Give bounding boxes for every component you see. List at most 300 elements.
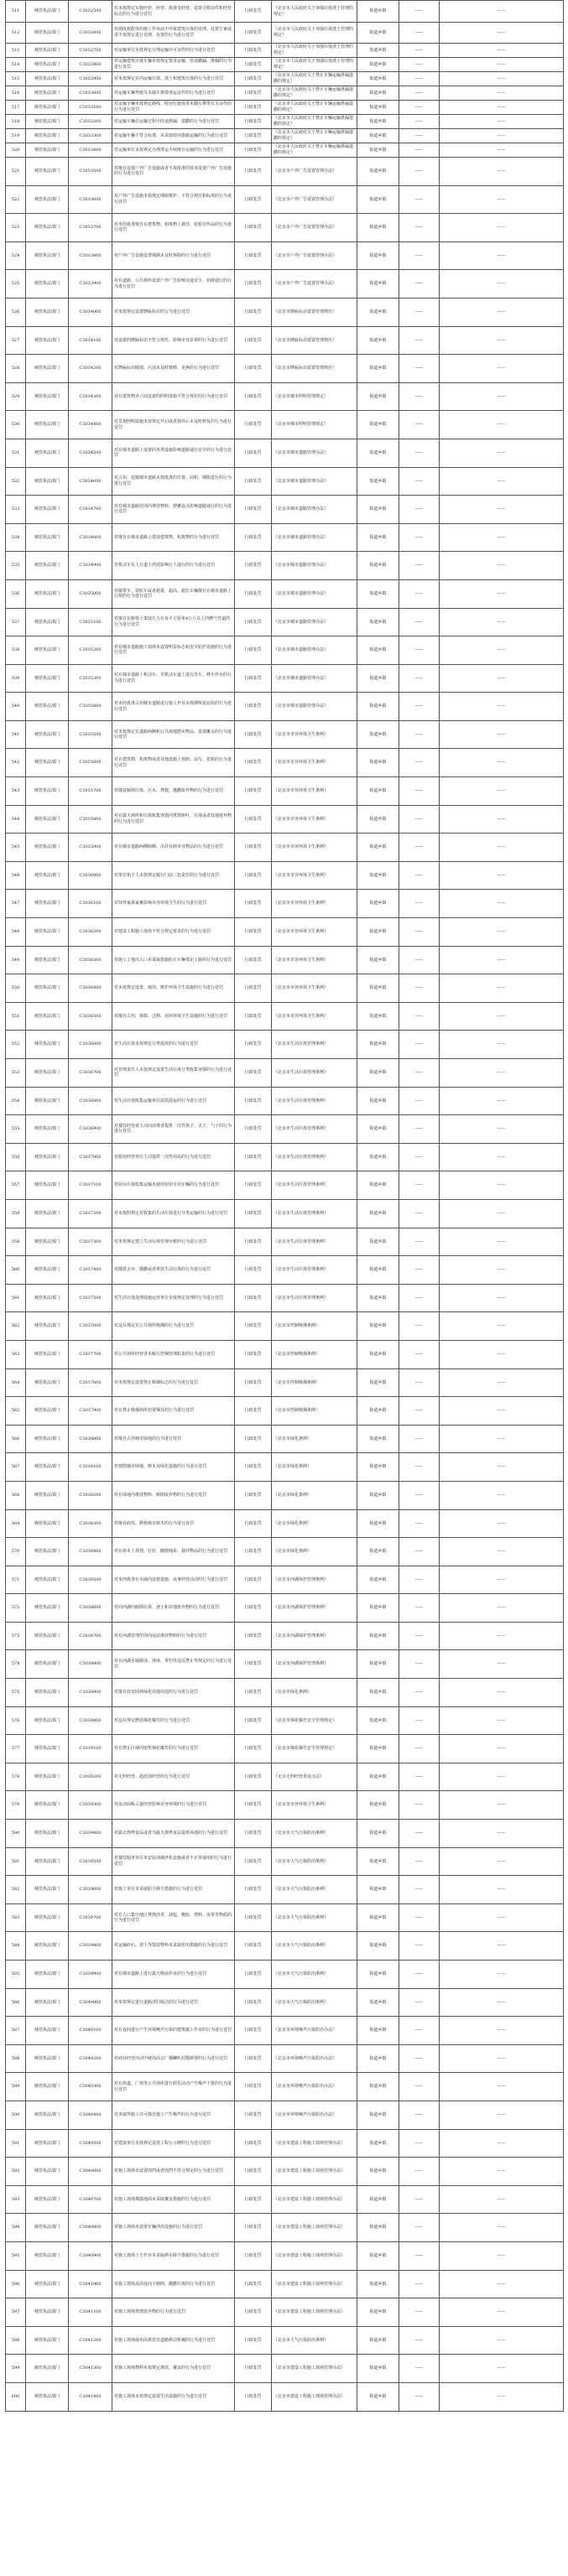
remark-1-cell: ——: [399, 890, 440, 918]
legal-basis-cell: 《北京市大气污染防治条例》: [272, 2326, 357, 2355]
item-code-cell: C3038300: [69, 1509, 112, 1538]
item-type-cell: 行政处罚: [235, 1425, 272, 1453]
item-code-cell: C3035200: [69, 636, 112, 665]
item-type-cell: 行政处罚: [235, 1903, 272, 1932]
row-number: 544: [6, 805, 26, 834]
department-cell: 城管执法部门: [26, 115, 69, 129]
item-type-cell: 行政处罚: [235, 749, 272, 777]
remark-2-cell: ——: [440, 1425, 564, 1453]
row-number: 526: [6, 298, 26, 326]
legal-basis-cell: 《北京市人民政府关于禁止车辆运输泄漏遗撒的规定》: [272, 72, 357, 86]
item-code-cell: C3040500: [69, 2129, 112, 2158]
item-type-cell: 行政处罚: [235, 1820, 272, 1848]
legal-basis-cell: 《北京市大气污染防治条例》: [272, 1903, 357, 1932]
remark-2-cell: ——: [440, 2073, 564, 2101]
legal-basis-cell: 《北京市人民政府关于禁止车辆运输泄漏遗撒的规定》: [272, 86, 357, 101]
row-number: 572: [6, 1594, 26, 1623]
legal-basis-cell: 《北京市环境噪声污染防治办法》: [272, 2044, 357, 2073]
row-number: 594: [6, 2214, 26, 2242]
item-code-cell: C3034600: [69, 467, 112, 496]
table-row: [6, 1594, 564, 1623]
item-type-cell: 行政处罚: [235, 2214, 272, 2242]
remark-2-cell: ——: [440, 1566, 564, 1594]
item-name-cell: 对违反规定在公共场所吸烟的行为进行处罚: [112, 1312, 235, 1341]
item-type-cell: 行政处罚: [235, 1, 272, 23]
legal-basis-cell: 《北京市绿化条例》: [272, 1481, 357, 1509]
remark-2-cell: ——: [440, 185, 564, 214]
table-row: [6, 2101, 564, 2129]
item-name-cell: 对在城市道路上进行露天喷涂作业的行为进行处罚: [112, 1961, 235, 1989]
item-name-cell: 对生活垃圾未按规定分类投放的行为进行处罚: [112, 1031, 235, 1059]
legal-basis-cell: 《北京市城市道路管理办法》: [272, 608, 357, 636]
row-number: 541: [6, 720, 26, 749]
legal-basis-cell: 《北京市城市道路管理办法》: [272, 552, 357, 580]
legal-basis-cell: 《北京市环境噪声污染防治办法》: [272, 2017, 357, 2045]
item-type-cell: 行政处罚: [235, 1199, 272, 1228]
implementation-level-cell: 街道乡镇: [357, 1143, 399, 1171]
remark-2-cell: ——: [440, 1679, 564, 1707]
department-cell: 城管执法部门: [26, 1143, 69, 1171]
remark-1-cell: ——: [399, 1650, 440, 1679]
department-cell: 城管执法部门: [26, 382, 69, 411]
table-row: [6, 1, 564, 23]
item-name-cell: 对在人口集中地区焚烧沥青、油毡、橡胶、塑料、皮革等物质的行为进行处罚: [112, 1903, 235, 1932]
item-type-cell: 行政处罚: [235, 382, 272, 411]
department-cell: 城管执法部门: [26, 1961, 69, 1989]
legal-basis-cell: 《北京市控制吸烟条例》: [272, 1397, 357, 1426]
item-type-cell: 行政处罚: [235, 720, 272, 749]
department-cell: 城管执法部门: [26, 1509, 69, 1538]
item-type-cell: 行政处罚: [235, 1622, 272, 1650]
legal-basis-cell: 《北京市生活垃圾管理条例》: [272, 1228, 357, 1256]
table-row: [6, 411, 564, 439]
item-type-cell: 行政处罚: [235, 411, 272, 439]
table-row: [6, 115, 564, 129]
item-name-cell: 对施工工地出入口未采取措施防止车辆带泥上路的行为进行处罚: [112, 946, 235, 974]
remark-1-cell: ——: [399, 1340, 440, 1368]
row-number: 514: [6, 58, 26, 72]
row-number: 595: [6, 2241, 26, 2270]
item-code-cell: C3033800: [69, 242, 112, 270]
implementation-level-cell: 街道乡镇: [357, 1903, 399, 1932]
row-number: 560: [6, 1256, 26, 1285]
remark-2-cell: ——: [440, 1509, 564, 1538]
item-name-cell: 对施工现场土方作业未采取洒水降尘措施的行为进行处罚: [112, 2241, 235, 2270]
table-row: [6, 23, 564, 44]
remark-2-cell: ——: [440, 2185, 564, 2214]
table-row: [6, 1284, 564, 1312]
table-row: [6, 1988, 564, 2017]
remark-1-cell: ——: [399, 2044, 440, 2073]
implementation-level-cell: 街道乡镇: [357, 298, 399, 326]
item-type-cell: 行政处罚: [235, 23, 272, 44]
legal-basis-cell: 《无证无照经营查处办法》: [272, 1763, 357, 1791]
item-type-cell: 行政处罚: [235, 2270, 272, 2298]
remark-1-cell: ——: [399, 101, 440, 115]
remark-1-cell: ——: [399, 58, 440, 72]
implementation-level-cell: 街道乡镇: [357, 439, 399, 467]
department-cell: 城管执法部门: [26, 890, 69, 918]
item-code-cell: C3034900: [69, 552, 112, 580]
item-name-cell: 对施工现场物料未按规定堆放、覆盖的行为进行处罚: [112, 2355, 235, 2383]
department-cell: 城管执法部门: [26, 861, 69, 890]
department-cell: 城管执法部门: [26, 1397, 69, 1426]
department-cell: 城管执法部门: [26, 1115, 69, 1144]
item-type-cell: 行政处罚: [235, 608, 272, 636]
item-name-cell: 对随意丢弃、抛撒或者堆放生活垃圾的行为进行处罚: [112, 1256, 235, 1285]
remark-2-cell: ——: [440, 1763, 564, 1791]
legal-basis-cell: 《北京市市容环境卫生条例》: [272, 890, 357, 918]
remark-1-cell: ——: [399, 355, 440, 383]
legal-basis-cell: 《北京市控制吸烟条例》: [272, 1340, 357, 1368]
row-number: 538: [6, 636, 26, 665]
legal-basis-cell: 《北京市人民政府关于禁止车辆运输泄漏遗撒的规定》: [272, 143, 357, 158]
item-code-cell: C3037200: [69, 1199, 112, 1228]
item-name-cell: 对未按规定在道路两侧和公共场地摆卖物品、设置摊点的行为进行处罚: [112, 720, 235, 749]
row-number: 565: [6, 1397, 26, 1426]
implementation-level-cell: 街道乡镇: [357, 1171, 399, 1200]
item-name-cell: 对在河湖管理范围内违法堆放物料的行为进行处罚: [112, 1622, 235, 1650]
row-number: 582: [6, 1876, 26, 1904]
item-type-cell: 行政处罚: [235, 1932, 272, 1961]
remark-2-cell: ——: [440, 1932, 564, 1961]
row-number: 583: [6, 1903, 26, 1932]
table-row: [6, 439, 564, 467]
row-number: 546: [6, 861, 26, 890]
item-name-cell: 对餐饮服务单位未安装油烟净化设施或者不正常使用的行为进行处罚: [112, 1847, 235, 1876]
item-name-cell: 对在禁止区域内销售烟花爆竹的行为进行处罚: [112, 1735, 235, 1763]
item-name-cell: 对机动车在人行道上停放影响行人通行的行为进行处罚: [112, 552, 235, 580]
remark-2-cell: ——: [440, 1538, 564, 1566]
table-row: [6, 1481, 564, 1509]
item-name-cell: 对施工现场未设置车辆冲洗设施的行为进行处罚: [112, 2214, 235, 2242]
item-code-cell: C3038800: [69, 1650, 112, 1679]
remark-2-cell: ——: [440, 143, 564, 158]
item-name-cell: 对在建筑物、构筑物或者其他设施上刻画、涂写、张贴的行为进行处罚: [112, 749, 235, 777]
remark-2-cell: ——: [440, 298, 564, 326]
item-name-cell: 对在城市道路上机动车、非机动车道上进行洗车、修车作业的行为进行处罚: [112, 664, 235, 693]
remark-1-cell: ——: [399, 2355, 440, 2383]
row-number: 549: [6, 946, 26, 974]
item-code-cell: C3032800: [69, 58, 112, 72]
legal-basis-cell: 《北京市市容环境卫生条例》: [272, 834, 357, 862]
implementation-level-cell: 街道乡镇: [357, 1, 399, 23]
department-cell: 城管执法部门: [26, 1706, 69, 1735]
legal-basis-cell: 《北京市城市道路管理办法》: [272, 467, 357, 496]
remark-1-cell: ——: [399, 1509, 440, 1538]
implementation-level-cell: 街道乡镇: [357, 1087, 399, 1115]
remark-2-cell: ——: [440, 2214, 564, 2242]
table-row: [6, 101, 564, 115]
implementation-level-cell: 街道乡镇: [357, 1031, 399, 1059]
remark-2-cell: ——: [440, 2382, 564, 2411]
legal-basis-cell: 《北京市城市照明管理规定》: [272, 382, 357, 411]
remark-1-cell: ——: [399, 1679, 440, 1707]
remark-2-cell: ——: [440, 326, 564, 355]
row-number: 536: [6, 579, 26, 608]
item-type-cell: 行政处罚: [235, 1763, 272, 1791]
item-code-cell: C3039700: [69, 1903, 112, 1932]
implementation-level-cell: 街道乡镇: [357, 1368, 399, 1397]
item-name-cell: 对露天烧烤食品或者为露天烧烤食品提供场地的行为进行处罚: [112, 1820, 235, 1848]
remark-1-cell: ——: [399, 2270, 440, 2298]
remark-1-cell: ——: [399, 1847, 440, 1876]
item-code-cell: C3037900: [69, 1397, 112, 1426]
item-type-cell: 行政处罚: [235, 2017, 272, 2045]
remark-2-cell: ——: [440, 101, 564, 115]
remark-1-cell: ——: [399, 72, 440, 86]
item-type-cell: 行政处罚: [235, 1566, 272, 1594]
department-cell: 城管执法部门: [26, 1368, 69, 1397]
remark-1-cell: ——: [399, 1932, 440, 1961]
department-cell: 城管执法部门: [26, 523, 69, 552]
department-cell: 城管执法部门: [26, 101, 69, 115]
item-type-cell: 行政处罚: [235, 1340, 272, 1368]
department-cell: 城管执法部门: [26, 1622, 69, 1650]
implementation-level-cell: 街道乡镇: [357, 1340, 399, 1368]
department-cell: 城管执法部门: [26, 1002, 69, 1031]
item-code-cell: C3032700: [69, 44, 112, 58]
item-name-cell: 对运输建筑垃圾车辆未按规定要求运输，沿途撒漏、泄漏的行为进行处罚: [112, 58, 235, 72]
item-type-cell: 行政处罚: [235, 890, 272, 918]
table-row: [6, 1566, 564, 1594]
table-row: [6, 805, 564, 834]
legal-basis-cell: 《北京市人民政府关于禁止车辆运输泄漏遗撒的规定》: [272, 115, 357, 129]
remark-2-cell: ——: [440, 861, 564, 890]
item-type-cell: 行政处罚: [235, 2129, 272, 2158]
row-number: 581: [6, 1847, 26, 1876]
item-code-cell: C3032900: [69, 72, 112, 86]
table-row: [6, 185, 564, 214]
remark-1-cell: ——: [399, 326, 440, 355]
item-type-cell: 行政处罚: [235, 1171, 272, 1200]
row-number: 522: [6, 185, 26, 214]
remark-1-cell: ——: [399, 805, 440, 834]
table-row: [6, 158, 564, 186]
item-code-cell: C3038500: [69, 1566, 112, 1594]
department-cell: 城管执法部门: [26, 1031, 69, 1059]
implementation-level-cell: 街道乡镇: [357, 185, 399, 214]
item-name-cell: 对随意倾倒垃圾、污水、粪便，抛撒废弃物的行为进行处罚: [112, 777, 235, 806]
remark-1-cell: ——: [399, 185, 440, 214]
legal-basis-cell: 《北京市大气污染防治条例》: [272, 1876, 357, 1904]
legal-basis-cell: 《北京市城市道路管理办法》: [272, 439, 357, 467]
remark-2-cell: ——: [440, 496, 564, 524]
legal-basis-cell: 《北京市市容环境卫生条例》: [272, 1002, 357, 1031]
remark-2-cell: ——: [440, 693, 564, 721]
remark-1-cell: ——: [399, 1425, 440, 1453]
table-row: [6, 129, 564, 143]
row-number: 585: [6, 1961, 26, 1989]
remark-2-cell: ——: [440, 86, 564, 101]
department-cell: 城管执法部门: [26, 2101, 69, 2129]
item-name-cell: 对未按规定设置牌匾标识的行为进行处罚: [112, 298, 235, 326]
table-row: [6, 918, 564, 947]
item-code-cell: C3036700: [69, 1059, 112, 1088]
remark-2-cell: ——: [440, 1031, 564, 1059]
item-code-cell: C3034300: [69, 382, 112, 411]
row-number: 570: [6, 1538, 26, 1566]
item-type-cell: 行政处罚: [235, 1397, 272, 1426]
item-type-cell: 行政处罚: [235, 1509, 272, 1538]
implementation-level-cell: 街道乡镇: [357, 749, 399, 777]
row-number: 580: [6, 1820, 26, 1848]
remark-2-cell: ——: [440, 72, 564, 86]
row-number: 550: [6, 974, 26, 1003]
department-cell: 城管执法部门: [26, 23, 69, 44]
remark-1-cell: ——: [399, 2158, 440, 2186]
table-row: [6, 2355, 564, 2383]
item-type-cell: 行政处罚: [235, 101, 272, 115]
table-row: [6, 579, 564, 608]
table-row: [6, 720, 564, 749]
item-type-cell: 行政处罚: [235, 664, 272, 693]
table-row: [6, 86, 564, 101]
implementation-level-cell: 街道乡镇: [357, 1650, 399, 1679]
implementation-level-cell: 街道乡镇: [357, 2017, 399, 2045]
item-name-cell: 对擅自砍伐、移植城市树木的行为进行处罚: [112, 1509, 235, 1538]
remark-2-cell: ——: [440, 1312, 564, 1341]
remark-1-cell: ——: [399, 720, 440, 749]
remark-1-cell: ——: [399, 411, 440, 439]
implementation-level-cell: 街道乡镇: [357, 101, 399, 115]
implementation-level-cell: 街道乡镇: [357, 1847, 399, 1876]
legal-basis-cell: 《北京市建设工程施工现场管理办法》: [272, 2185, 357, 2214]
item-type-cell: 行政处罚: [235, 355, 272, 383]
remark-1-cell: ——: [399, 298, 440, 326]
remark-1-cell: ——: [399, 2129, 440, 2158]
legal-basis-cell: 《北京市人民政府关于禁止车辆运输泄漏遗撒的规定》: [272, 101, 357, 115]
implementation-level-cell: 街道乡镇: [357, 1735, 399, 1763]
table-row: [6, 693, 564, 721]
remark-1-cell: ——: [399, 2185, 440, 2214]
remark-1-cell: ——: [399, 1594, 440, 1623]
legal-basis-cell: 《北京市建设工程施工现场管理办法》: [272, 2214, 357, 2242]
legal-basis-cell: 《北京市建设工程施工现场管理办法》: [272, 2355, 357, 2383]
table-row: [6, 270, 564, 299]
remark-1-cell: ——: [399, 1228, 440, 1256]
remark-2-cell: ——: [440, 805, 564, 834]
remark-2-cell: ——: [440, 664, 564, 693]
row-number: 527: [6, 326, 26, 355]
remark-1-cell: ——: [399, 749, 440, 777]
item-type-cell: 行政处罚: [235, 72, 272, 86]
item-code-cell: C3040200: [69, 2044, 112, 2073]
implementation-level-cell: 街道乡镇: [357, 158, 399, 186]
implementation-level-cell: 街道乡镇: [357, 552, 399, 580]
table-row: [6, 523, 564, 552]
item-code-cell: C3038600: [69, 1594, 112, 1623]
remark-1-cell: ——: [399, 2326, 440, 2355]
row-number: 528: [6, 355, 26, 383]
remark-2-cell: ——: [440, 974, 564, 1003]
remark-2-cell: ——: [440, 355, 564, 383]
item-type-cell: 行政处罚: [235, 1650, 272, 1679]
item-code-cell: C3040900: [69, 2241, 112, 2270]
legal-basis-cell: 《北京市绿化条例》: [272, 1509, 357, 1538]
row-number: 575: [6, 1679, 26, 1707]
implementation-level-cell: 街道乡镇: [357, 1481, 399, 1509]
row-number: 543: [6, 777, 26, 806]
remark-2-cell: ——: [440, 129, 564, 143]
remark-1-cell: ——: [399, 1735, 440, 1763]
item-name-cell: 对未按规定进行道路清扫保洁的行为进行处罚: [112, 1988, 235, 2017]
table-row: [6, 1679, 564, 1707]
implementation-level-cell: 街道乡镇: [357, 496, 399, 524]
legal-basis-cell: 《北京市城市道路管理办法》: [272, 523, 357, 552]
department-cell: 城管执法部门: [26, 1820, 69, 1848]
row-number: 600: [6, 2382, 26, 2411]
legal-basis-cell: 《北京市市容环境卫生条例》: [272, 974, 357, 1003]
remark-1-cell: ——: [399, 946, 440, 974]
department-cell: 城管执法部门: [26, 58, 69, 72]
item-name-cell: 对运输车辆在运输过程中沿途泄漏、遗撒的行为进行处罚: [112, 115, 235, 129]
remark-1-cell: ——: [399, 23, 440, 44]
legal-basis-cell: 《北京市绿化条例》: [272, 1538, 357, 1566]
item-name-cell: 对施工现场裸露地面未采取覆盖措施的行为进行处罚: [112, 2185, 235, 2214]
item-code-cell: C3034100: [69, 326, 112, 355]
item-name-cell: 对擅自在桥梁上架设压力在每平方厘米4公斤以上的燃气管道的行为进行处罚: [112, 608, 235, 636]
item-code-cell: C3036600: [69, 1031, 112, 1059]
remark-1-cell: ——: [399, 1059, 440, 1088]
item-code-cell: C3038400: [69, 1538, 112, 1566]
department-cell: 城管执法部门: [26, 2298, 69, 2327]
item-code-cell: C3037300: [69, 1228, 112, 1256]
table-row: [6, 326, 564, 355]
table-row: [6, 1650, 564, 1679]
item-name-cell: 对在城市道路两侧晾晒、吊挂有碍市容物品的行为进行处罚: [112, 834, 235, 862]
remark-1-cell: ——: [399, 1115, 440, 1144]
remark-2-cell: ——: [440, 1228, 564, 1256]
remark-1-cell: ——: [399, 242, 440, 270]
item-code-cell: C3038100: [69, 1453, 112, 1482]
item-code-cell: C3037500: [69, 1284, 112, 1312]
item-name-cell: 对损毁城市绿地、树木及绿化设施的行为进行处罚: [112, 1453, 235, 1482]
implementation-level-cell: 街道乡镇: [357, 1284, 399, 1312]
implementation-level-cell: 街道乡镇: [357, 1988, 399, 2017]
item-name-cell: 对擅自在城市道路上建设建筑物、构筑物的行为进行处罚: [112, 523, 235, 552]
table-row: [6, 1622, 564, 1650]
remark-2-cell: ——: [440, 242, 564, 270]
item-name-cell: 对在城市道路上设置的各类设施影响道路通行安全的行为进行处罚: [112, 439, 235, 467]
remark-2-cell: ——: [440, 23, 564, 44]
table-row: [6, 1143, 564, 1171]
legal-basis-cell: 《北京市户外广告设置管理办法》: [272, 185, 357, 214]
legal-basis-cell: 《北京市生活垃圾管理条例》: [272, 1199, 357, 1228]
item-type-cell: 行政处罚: [235, 1059, 272, 1088]
item-type-cell: 行政处罚: [235, 1453, 272, 1482]
department-cell: 城管执法部门: [26, 143, 69, 158]
remark-1-cell: ——: [399, 496, 440, 524]
remark-1-cell: ——: [399, 1763, 440, 1791]
remark-2-cell: ——: [440, 214, 564, 242]
row-number: 576: [6, 1706, 26, 1735]
row-number: 578: [6, 1763, 26, 1791]
department-cell: 城管执法部门: [26, 158, 69, 186]
implementation-level-cell: 街道乡镇: [357, 2298, 399, 2327]
row-number: 547: [6, 890, 26, 918]
remark-1-cell: ——: [399, 1988, 440, 2017]
table-row: [6, 242, 564, 270]
remark-2-cell: ——: [440, 1594, 564, 1623]
item-type-cell: 行政处罚: [235, 1847, 272, 1876]
item-code-cell: C3040300: [69, 2073, 112, 2101]
remark-2-cell: ——: [440, 1256, 564, 1285]
item-code-cell: C3040400: [69, 2101, 112, 2129]
department-cell: 城管执法部门: [26, 2129, 69, 2158]
implementation-level-cell: 街道乡镇: [357, 1706, 399, 1735]
department-cell: 城管执法部门: [26, 326, 69, 355]
